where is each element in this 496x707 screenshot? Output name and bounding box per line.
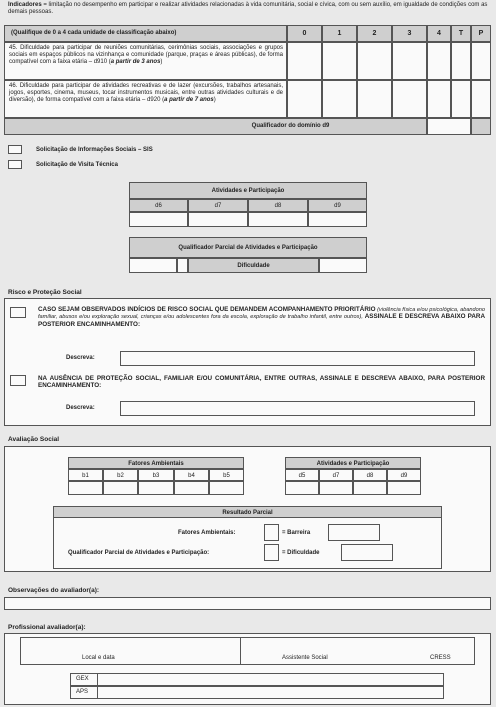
- activities-col-d9: d9: [308, 199, 367, 212]
- result-barrier-input[interactable]: [328, 524, 380, 541]
- no-protection-description-input[interactable]: [120, 401, 475, 416]
- indicators-label: Indicadores: [8, 2, 42, 8]
- describe-label-2: Descreva:: [66, 405, 95, 411]
- partial-qualifier-difficulty-label: Dificuldade: [188, 258, 319, 273]
- result-partial-q-input[interactable]: [264, 544, 279, 561]
- activities-col-d6: d6: [129, 199, 188, 212]
- d9-qualification-table: [4, 25, 491, 135]
- col-header-t: T: [451, 25, 471, 42]
- act-col-d9: d9: [387, 469, 421, 481]
- env-value-b1[interactable]: [68, 481, 103, 495]
- item-46-score-p[interactable]: [471, 80, 491, 118]
- activities-value-d8[interactable]: [248, 212, 308, 227]
- activities-col-d8: d8: [248, 199, 308, 212]
- risk-section-title: Risco e Proteção Social: [8, 289, 82, 296]
- activities-col-d7: d7: [188, 199, 248, 212]
- item-45-score-0[interactable]: [287, 42, 322, 80]
- activities-value-d9[interactable]: [308, 212, 367, 227]
- item-45-score-1[interactable]: [322, 42, 357, 80]
- sis-checkbox[interactable]: [8, 145, 22, 154]
- signature-divider: [240, 637, 241, 665]
- observations-input[interactable]: [4, 597, 491, 610]
- item-45-score-3[interactable]: [392, 42, 427, 80]
- no-protection-checkbox[interactable]: [10, 375, 26, 386]
- env-value-b4[interactable]: [174, 481, 209, 495]
- tech-visit-checkbox[interactable]: [8, 160, 22, 169]
- risk-priority-checkbox[interactable]: [10, 307, 26, 318]
- act-col-d5: d5: [285, 469, 319, 481]
- env-col-b2: b2: [103, 469, 138, 481]
- aps-label: APS: [76, 689, 89, 695]
- risk-priority-description-input[interactable]: [120, 351, 475, 366]
- item-45-score-t[interactable]: [451, 42, 471, 80]
- gex-divider: [97, 673, 98, 686]
- env-value-b2[interactable]: [103, 481, 138, 495]
- item-45-score-p[interactable]: [471, 42, 491, 80]
- table-header-label: (Qualifique de 0 a 4 cada unidade de classificação abaixo): [4, 25, 287, 42]
- item-45-age-note: a partir de 3 anos: [110, 58, 161, 65]
- item-46-score-1[interactable]: [322, 80, 357, 118]
- result-difficulty-label: = Dificuldade: [282, 550, 320, 556]
- col-header-3: 3: [392, 25, 427, 42]
- item-46-age-note: a partir de 7 anos: [164, 96, 214, 103]
- partial-result-title: Resultado Parcial: [53, 506, 442, 518]
- partial-qualifier-blank-left: [129, 258, 177, 273]
- item-46-score-3[interactable]: [392, 80, 427, 118]
- env-value-b3[interactable]: [138, 481, 174, 495]
- cress-label: CRESS: [430, 655, 451, 661]
- local-date-label: Local e data: [82, 655, 115, 661]
- item-45-text: 45. Dificuldade para participar de reuniões comunitárias, cerimônias sociais, associações e grupos sociais em espaços públicos na vizinhança e comunidade (parque, praças e áreas públicas), de forma compatível com a faixa etária – d910 (a partir de 3 anos): [4, 42, 287, 80]
- partial-qualifier-value[interactable]: [177, 258, 188, 273]
- item-45-score-2[interactable]: [357, 42, 392, 80]
- item-46-score-t[interactable]: [451, 80, 471, 118]
- risk-priority-text: CASO SEJAM OBSERVADOS INDÍCIOS DE RISCO SOCIAL QUE DEMANDEM ACOMPANHAMENTO PRIORITÁRIO (violência física e/ou psicológica, abandono familiar, abusos e/ou exploração sexual, crianças e/ou adolescentes fora da escola, exploração de trabalho infantil, entre outros), ASSINALE E DESCREVA ABAIXO PARA POSTERIOR ENCAMINHAMENTO:: [38, 306, 485, 328]
- domain-qualifier-label: Qualificador do domínio d9: [4, 118, 427, 135]
- result-env-factors-input[interactable]: [264, 524, 279, 541]
- partial-qualifier-blank-right: [319, 258, 367, 273]
- act-col-d8: d8: [353, 469, 387, 481]
- social-worker-label: Assistente Social: [282, 655, 328, 661]
- act-value-d9[interactable]: [387, 481, 421, 495]
- tech-visit-label: Solicitação de Visita Técnica: [36, 162, 118, 168]
- social-activities-title: Atividades e Participação: [285, 457, 421, 469]
- sis-label: Solicitação de Informações Sociais – SIS: [36, 147, 153, 153]
- social-evaluation-title: Avaliação Social: [8, 436, 60, 443]
- no-protection-text: NA AUSÊNCIA DE PROTEÇÃO SOCIAL, FAMILIAR E/OU COMUNITÁRIA, ENTRE OUTRAS, ASSINALE E DESCREVA ABAIXO, PARA POSTERIOR ENCAMINHAMENTO:: [38, 375, 485, 390]
- col-header-4: 4: [427, 25, 451, 42]
- env-col-b5: b5: [209, 469, 244, 481]
- act-value-d8[interactable]: [353, 481, 387, 495]
- col-header-1: 1: [322, 25, 357, 42]
- item-46-score-2[interactable]: [357, 80, 392, 118]
- indicators-text: [8, 2, 490, 16]
- activities-value-d6[interactable]: [129, 212, 188, 227]
- observations-title: Observações do avaliador(a):: [8, 587, 100, 594]
- activities-summary-title: Atividades e Participação: [129, 182, 367, 199]
- item-45-score-4[interactable]: [427, 42, 451, 80]
- gex-label: GEX: [76, 676, 89, 682]
- act-col-d7: d7: [319, 469, 353, 481]
- result-env-factors-label: Fatores Ambientais:: [178, 530, 236, 536]
- act-value-d5[interactable]: [285, 481, 319, 495]
- env-col-b4: b4: [174, 469, 209, 481]
- professional-title: Profissional avaliador(a):: [8, 624, 86, 631]
- gex-field[interactable]: [70, 673, 444, 686]
- env-col-b3: b3: [138, 469, 174, 481]
- result-difficulty-input[interactable]: [341, 544, 393, 561]
- col-header-p: P: [471, 25, 491, 42]
- item-46-score-0[interactable]: [287, 80, 322, 118]
- item-46-text: 46. Dificuldade para participar de atividades recreativas e de lazer (excursões, trabalhos artesanais, jogos, esportes, cinema, museus, tocar instrumentos musicais, entre outras atividades culturais e de diversão), de forma compatível com a faixa etária – d920 (a partir de 7 anos): [4, 80, 287, 118]
- aps-divider: [97, 686, 98, 699]
- env-value-b5[interactable]: [209, 481, 244, 495]
- act-value-d7[interactable]: [319, 481, 353, 495]
- describe-label-1: Descreva:: [66, 355, 95, 361]
- env-col-b1: b1: [68, 469, 103, 481]
- col-header-0: 0: [287, 25, 322, 42]
- domain-qualifier-blank: [471, 118, 491, 135]
- aps-field[interactable]: [70, 686, 444, 699]
- partial-qualifier-title: Qualificador Parcial de Atividades e Participação: [129, 237, 367, 258]
- environmental-factors-title: Fatores Ambientais: [68, 457, 244, 469]
- indicators-description: = limitação no desempenho em participar e realizar atividades relacionadas à vida comunitária, social e cívica, com ou sem auxílio, em igualdade de condições com as demais pessoas.: [8, 2, 488, 15]
- item-46-score-4[interactable]: [427, 80, 451, 118]
- domain-qualifier-value[interactable]: [427, 118, 471, 135]
- result-partial-q-label: Qualificador Parcial de Atividades e Participação:: [68, 550, 210, 556]
- activities-value-d7[interactable]: [188, 212, 248, 227]
- result-barrier-label: = Barreira: [282, 530, 311, 536]
- col-header-2: 2: [357, 25, 392, 42]
